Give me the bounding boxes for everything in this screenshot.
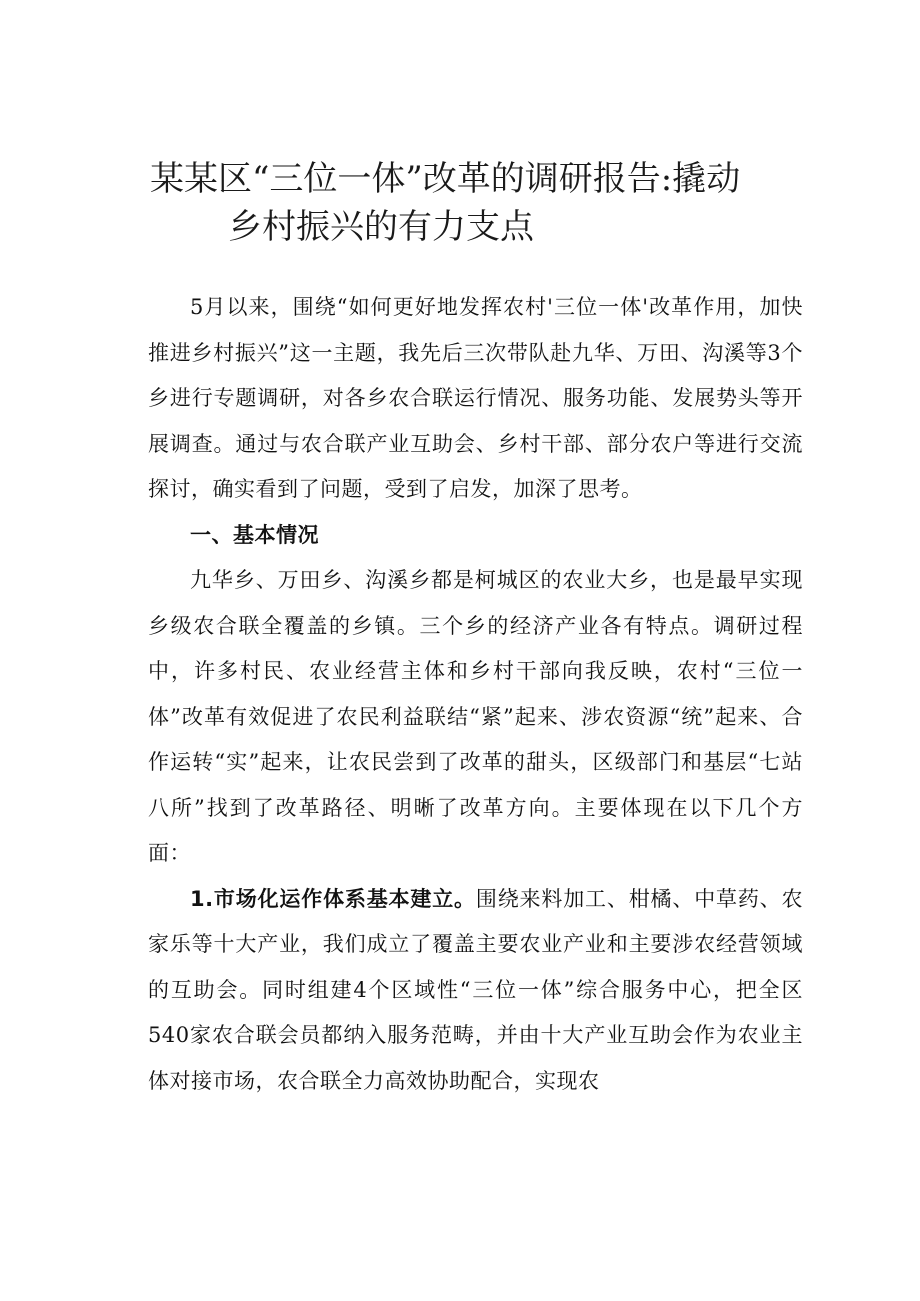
document-body: [148, 285, 803, 1104]
intro-paragraph: 5月以来，围绕“如何更好地发挥农村'三位一体'改革作用，加快推进乡村振兴”这一主题，我先后三次带队赴九华、万田、沟溪等3个乡进行专题调研，对各乡农合联运行情况、服务功能、发展势头等开展调查。通过与农合联产业互助会、乡村干部、部分农户等进行交流探讨，确实看到了问题，受到了启发，加深了思考。: [148, 295, 803, 501]
document-title: [150, 155, 790, 251]
section-1-paragraph: 九华乡、万田乡、沟溪乡都是柯城区的农业大乡，也是最早实现乡级农合联全覆盖的乡镇。三个乡的经济产业各有特点。调研过程中，许多村民、农业经营主体和乡村干部向我反映，农村“三位一体”改革有效促进了农民利益联结“紧”起来、涉农资源“统”起来、合作运转“实”起来，让农民尝到了改革的甜头，区级部门和基层“七站八所”找到了改革路径、明晰了改革方向。主要体现在以下几个方面：: [148, 568, 803, 865]
title-line-2: 乡村振兴的有力支点: [228, 207, 534, 247]
section-heading-basic-situation: 一、基本情况: [190, 522, 319, 547]
item-1-lead: 1.市场化运作体系基本建立。: [190, 886, 476, 911]
item-1-text: 围绕来料加工、柑橘、中草药、农家乐等十大产业，我们成立了覆盖主要农业产业和主要涉农经营领域的互助会。同时组建4个区域性“三位一体”综合服务中心，把全区540家农合联会员都纳入服务范畴，并由十大产业互助会作为农业主体对接市场，农合联全力高效协助配合，实现农: [148, 886, 804, 1093]
item-1-paragraph: [148, 877, 803, 1105]
title-line-1: 某某区“三位一体”改革的调研报告:撬动: [150, 159, 741, 199]
